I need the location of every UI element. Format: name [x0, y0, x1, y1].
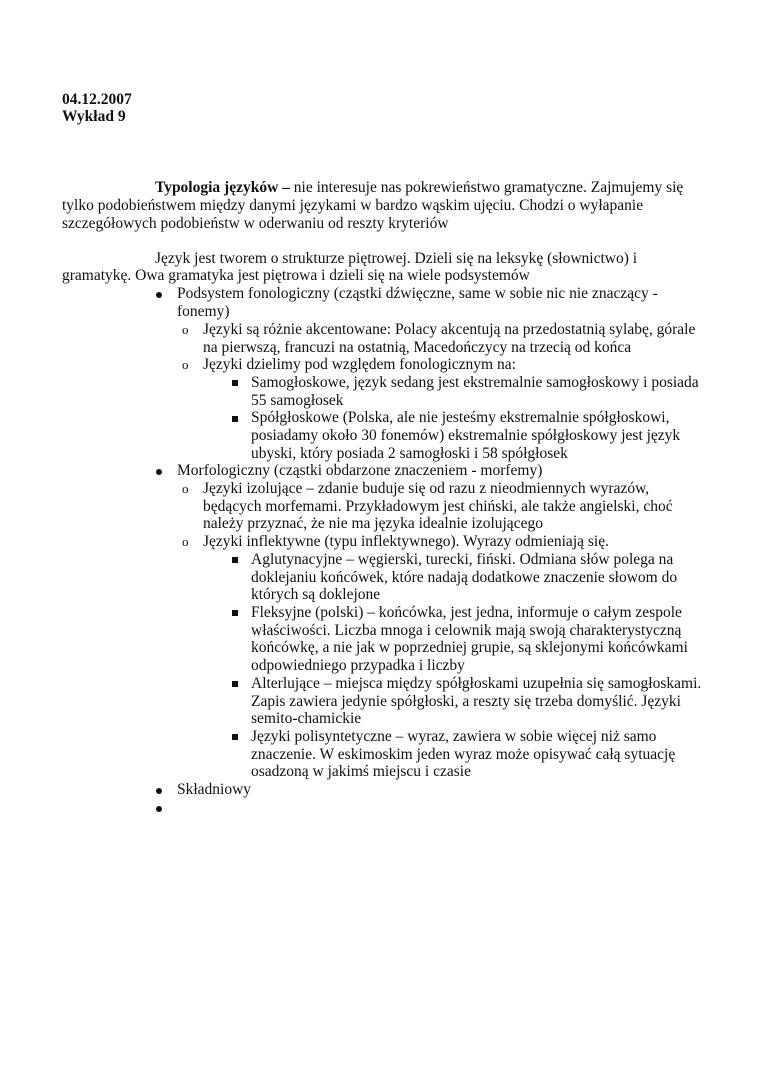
bullet-dot-empty: [156, 806, 162, 812]
list-item-fleksyjne: Fleksyjne (polski) – końcówka, jest jedna, informuje o całym zespole: [251, 604, 682, 621]
term-typologia: Typologia języków –: [155, 179, 290, 196]
list-item-polisyntetyczne-cont-1: znaczenie. W eskimoskim jeden wyraz może opisywać całą sytuację: [251, 746, 676, 763]
lecture-heading: Wykład 9: [62, 108, 126, 125]
list-item-fleksyjne-cont-3: odpowiedniego przypadka i liczby: [251, 657, 465, 674]
date-heading: 04.12.2007: [62, 91, 132, 108]
bullet-square: [232, 610, 238, 616]
list-item-skladniowy: Składniowy: [177, 781, 252, 798]
intro-line-2: tylko podobieństwem między danymi językami w bardzo wąskim ujęciu. Chodzi o wyłapanie: [62, 197, 644, 214]
list-item-fleksyjne-cont-1: właściwości. Liczba mnoga i celownik mają swoją charakterystyczną: [251, 622, 682, 639]
bullet-circle: o: [182, 357, 189, 372]
bullet-dot: [156, 292, 162, 298]
list-item-aglutynacyjne-cont-1: doklejaniu końcówek, które nadają dodatkowe znaczenie słowom do: [251, 569, 678, 586]
list-item-fleksyjne-cont-2: końcówkę, a nie jak w poprzedniej grupie, są sklejonymi końcówkami: [251, 639, 688, 656]
bullet-square: [232, 416, 238, 422]
list-item-samogloskowe-cont: 55 samogłosek: [251, 392, 344, 409]
bullet-circle: o: [182, 322, 189, 337]
list-item-spolgloskowe: Spółgłoskowe (Polska, ale nie jesteśmy ekstremalnie spółgłoskowi,: [251, 409, 670, 426]
bullet-square: [232, 734, 238, 740]
list-item-polisyntetyczne: Języki polisyntetyczne – wyraz, zawiera w sobie więcej niż samo: [251, 728, 657, 745]
intro-line-1-rest: nie interesuje nas pokrewieństwo gramatyczne. Zajmujemy się: [289, 179, 684, 196]
list-item-fonologiczny: Podsystem fonologiczny (cząstki dźwięczne, same w sobie nic nie znaczący -: [177, 285, 658, 302]
bullet-square: [232, 681, 238, 687]
list-item-aglutynacyjne: Aglutynacyjne – węgierski, turecki, fiński. Odmiana słów polega na: [251, 551, 674, 568]
list-item-samogloskowe: Samogłoskowe, język sedang jest ekstremalnie samogłoskowy i posiada: [251, 374, 699, 391]
list-item-fonologiczny-cont: fonemy): [177, 303, 230, 320]
list-item-fonologiczny-podzial: Języki dzielimy pod względem fonologicznym na:: [203, 356, 516, 373]
list-item-alterlujace: Alterlujące – miejsca między spółgłoskami uzupełnia się samogłoskami.: [251, 675, 702, 692]
list-item-morfologiczny: Morfologiczny (cząstki obdarzone znaczeniem - morfemy): [177, 462, 543, 479]
list-item-izolujace: Języki izolujące – zdanie buduje się od razu z nieodmiennych wyrazów,: [203, 480, 650, 497]
bullet-circle: o: [182, 534, 189, 549]
list-item-spolgloskowe-cont-1: posiadamy około 30 fonemów) ekstremalnie spółgłoskowy jest język: [251, 427, 681, 444]
list-item-polisyntetyczne-cont-2: osadzoną w jakimś miejscu i czasie: [251, 763, 471, 780]
bullet-dot: [156, 469, 162, 475]
intro-line-1: [155, 179, 683, 197]
para2-line-1: Język jest tworem o strukturze piętrowej. Dzieli się na leksykę (słownictwo) i: [155, 250, 638, 267]
list-item-akcent: Języki są różnie akcentowane: Polacy akcentują na przedostatnią sylabę, górale: [203, 321, 696, 338]
list-item-spolgloskowe-cont-2: ubyski, który posiada 2 samogłoski i 58 spółgłosek: [251, 445, 568, 462]
bullet-dot: [156, 788, 162, 794]
bullet-square: [232, 557, 238, 563]
list-item-akcent-cont: na pierwszą, francuzi na ostatnią, Macedończycy na trzecią od końca: [203, 339, 632, 356]
list-item-izolujace-cont-1: będących morfemami. Przykładowym jest chiński, ale także angielski, choć: [203, 498, 673, 515]
list-item-izolujace-cont-2: należy przyznać, że nie ma języka idealnie izolującego: [203, 515, 543, 532]
bullet-square: [232, 380, 238, 386]
list-item-aglutynacyjne-cont-2: których są doklejone: [251, 586, 381, 603]
intro-line-3: szczegółowych podobieństw w oderwaniu od reszty kryteriów: [62, 215, 449, 232]
bullet-circle: o: [182, 481, 189, 496]
list-item-inflektywne: Języki inflektywne (typu inflektywnego). Wyrazy odmieniają się.: [203, 533, 609, 550]
list-item-alterlujace-cont-1: Zapis zawiera jedynie spółgłoski, a reszty się trzeba domyślić. Języki: [251, 693, 681, 710]
para2-line-2: gramatykę. Owa gramatyka jest piętrowa i dzieli się na wiele podsystemów: [62, 267, 530, 284]
list-item-alterlujace-cont-2: semito-chamickie: [251, 710, 362, 727]
